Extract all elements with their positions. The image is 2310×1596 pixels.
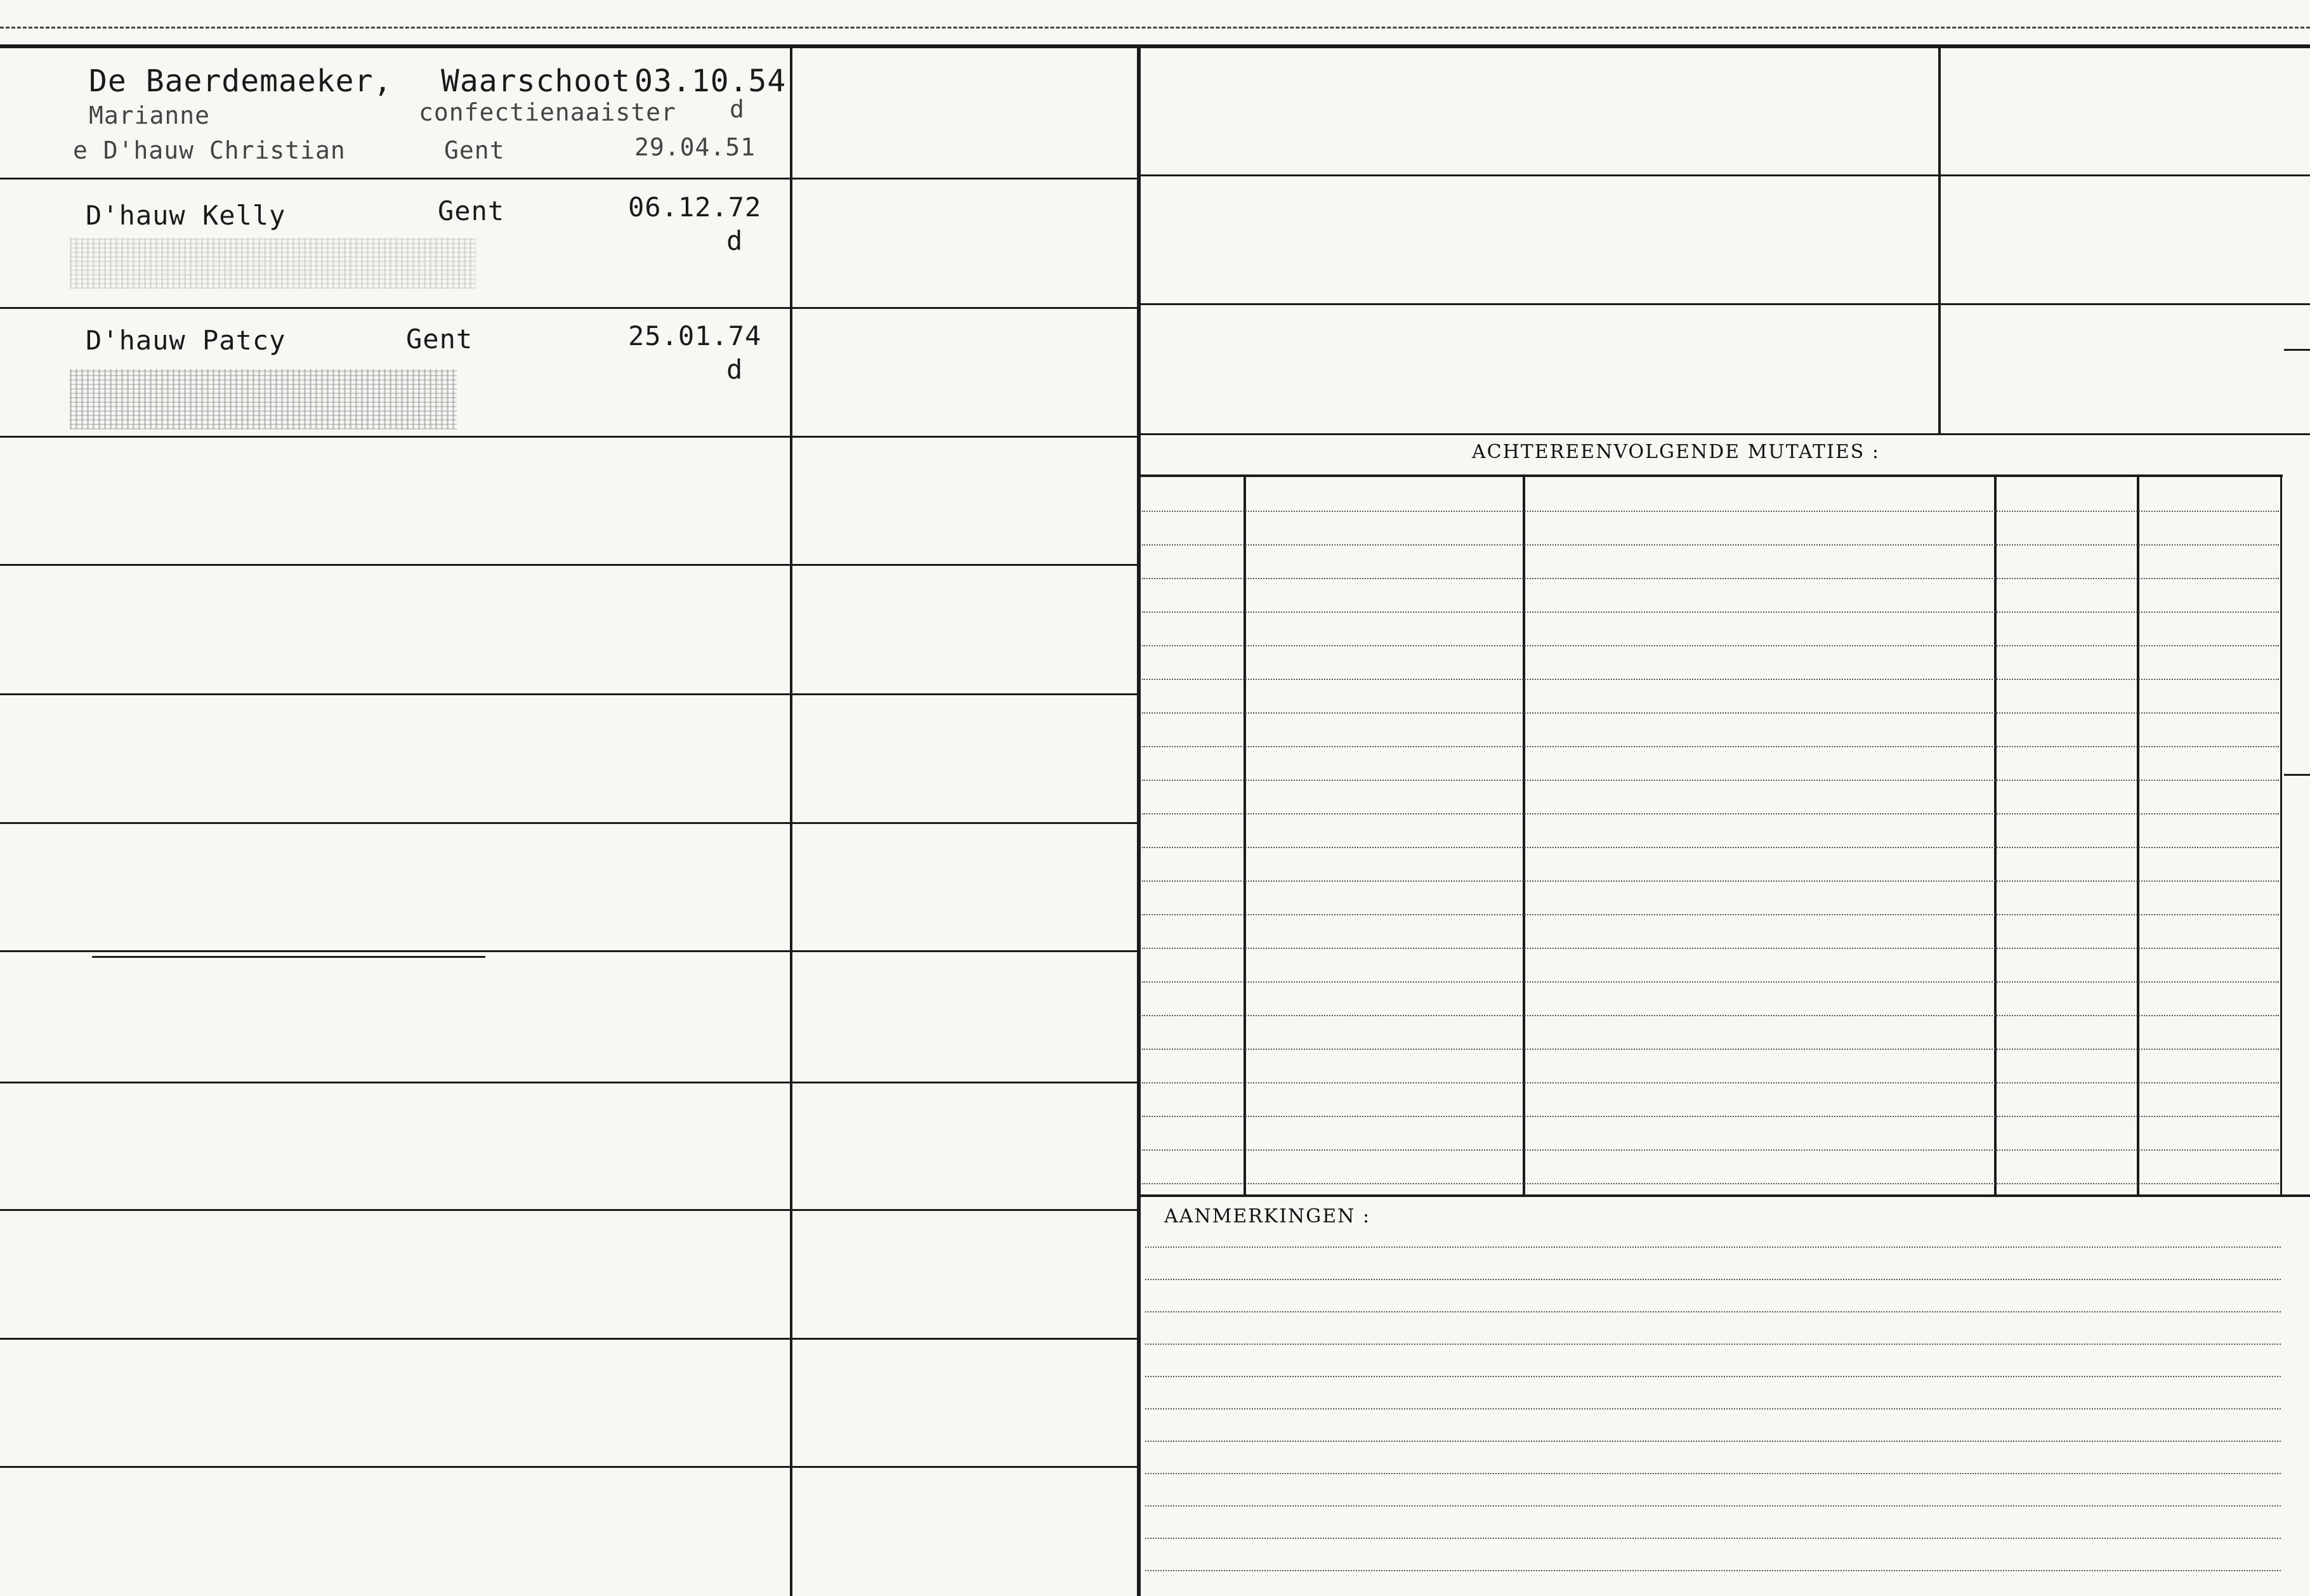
row-line xyxy=(0,436,1137,438)
right-row-line xyxy=(1141,174,2310,176)
top-rule xyxy=(0,44,2310,48)
record-spouse-place: Gent xyxy=(444,136,505,164)
mutation-ruled-line xyxy=(1142,1049,2279,1050)
mutations-col-divider xyxy=(1244,476,1246,1196)
mutation-ruled-line xyxy=(1142,578,2279,579)
record-name: D'hauw Kelly xyxy=(86,200,286,231)
row-line xyxy=(0,693,1137,695)
record-occupation: confectienaaister xyxy=(419,98,676,126)
erased-text-smudge xyxy=(70,238,476,289)
mutation-ruled-line xyxy=(1142,679,2279,680)
mutation-ruled-line xyxy=(1142,612,2279,613)
record-name: D'hauw Patcy xyxy=(86,325,286,356)
record-surname: De Baerdemaeker, xyxy=(89,63,393,99)
remark-ruled-line xyxy=(1145,1473,2281,1474)
mutation-ruled-line xyxy=(1142,948,2279,949)
mutation-ruled-line xyxy=(1142,1116,2279,1117)
row-line xyxy=(0,1466,1137,1468)
record-spouse-date: 29.04.51 xyxy=(634,133,756,161)
row-line xyxy=(0,307,1137,309)
record-date: 25.01.74 xyxy=(628,320,762,351)
mutation-ruled-line xyxy=(1142,1149,2279,1151)
mutation-ruled-line xyxy=(1142,813,2279,814)
record-given-name: Marianne xyxy=(89,101,211,129)
mutation-ruled-line xyxy=(1142,880,2279,882)
mutation-ruled-line xyxy=(1142,645,2279,646)
edge-tick xyxy=(2284,774,2310,776)
record-place: Gent xyxy=(406,324,473,355)
mutations-col-divider xyxy=(2137,476,2139,1196)
mutations-heading: ACHTEREENVOLGENDE MUTATIES : xyxy=(1472,441,1880,463)
mutation-ruled-line xyxy=(1142,914,2279,915)
mutation-ruled-line xyxy=(1142,1082,2279,1083)
mutation-ruled-line xyxy=(1142,511,2279,512)
center-divider xyxy=(1137,48,1141,1596)
record-place: Waarschoot xyxy=(441,63,631,99)
row-line xyxy=(0,1082,1137,1083)
stray-underline xyxy=(92,956,485,958)
remark-ruled-line xyxy=(1145,1376,2281,1377)
row-line xyxy=(0,950,1137,952)
mutation-ruled-line xyxy=(1142,544,2279,546)
remark-ruled-line xyxy=(1145,1505,2281,1507)
row-line xyxy=(0,822,1137,824)
mutation-ruled-line xyxy=(1142,712,2279,714)
mutation-ruled-line xyxy=(1142,847,2279,848)
edge-tick xyxy=(2284,349,2310,351)
row-line xyxy=(0,1209,1137,1211)
right-row-line xyxy=(1141,433,2310,435)
mutations-col-divider xyxy=(1994,476,1997,1196)
mutation-ruled-line xyxy=(1142,1183,2279,1184)
mutation-ruled-line xyxy=(1142,981,2279,983)
row-line xyxy=(0,178,1137,180)
record-spouse: e D'hauw Christian xyxy=(73,136,346,164)
mutations-bottom-rule xyxy=(1141,1194,2310,1197)
remark-ruled-line xyxy=(1145,1246,2281,1248)
record-status: d xyxy=(730,95,745,123)
record-place: Gent xyxy=(438,195,505,226)
mutations-col-divider xyxy=(1523,476,1525,1196)
remark-ruled-line xyxy=(1145,1570,2281,1571)
top-edge-dashes xyxy=(0,27,2310,29)
erased-text-smudge xyxy=(70,369,457,429)
record-date: 06.12.72 xyxy=(628,192,762,223)
remarks-heading: AANMERKINGEN : xyxy=(1164,1205,1371,1227)
remark-ruled-line xyxy=(1145,1311,2281,1312)
right-top-divider xyxy=(1938,48,1941,435)
mutation-ruled-line xyxy=(1142,780,2279,781)
row-line xyxy=(0,1338,1137,1340)
record-date: 03.10.54 xyxy=(634,63,787,99)
mutation-ruled-line xyxy=(1142,1015,2279,1016)
remark-ruled-line xyxy=(1145,1279,2281,1280)
row-line xyxy=(0,564,1137,566)
remark-ruled-line xyxy=(1145,1408,2281,1410)
record-status: d xyxy=(726,354,744,385)
mutations-right-border xyxy=(2280,476,2282,1196)
record-status: d xyxy=(726,225,744,256)
remark-ruled-line xyxy=(1145,1441,2281,1442)
mutations-top-rule xyxy=(1141,474,2283,477)
mutation-ruled-line xyxy=(1142,746,2279,747)
right-row-line xyxy=(1141,303,2310,305)
remark-ruled-line xyxy=(1145,1538,2281,1539)
remark-ruled-line xyxy=(1145,1344,2281,1345)
